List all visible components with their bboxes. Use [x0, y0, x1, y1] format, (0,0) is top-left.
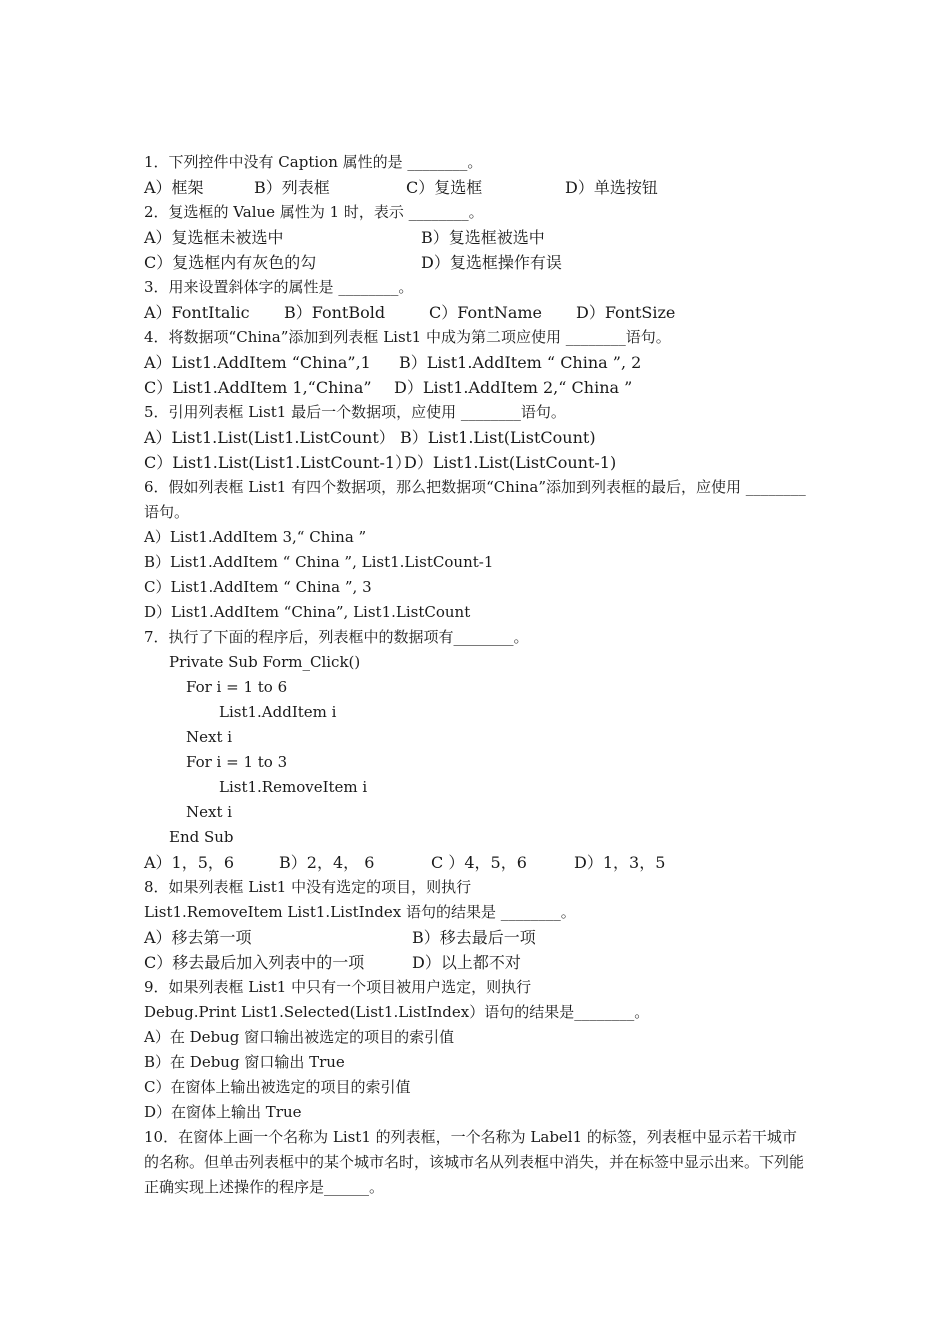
option-a: A）FontItalic — [144, 303, 250, 322]
option-c: C）复选框 — [406, 178, 483, 197]
question-8-options-row-2 — [144, 950, 810, 975]
option-b: B）List1.AddItem “ China ”, List1.ListCount-1 — [144, 553, 494, 571]
option-c: C）List1.List(List1.ListCount-1） — [144, 453, 412, 472]
code-line: List1.AddItem i — [219, 703, 337, 721]
option-d: D）FontSize — [576, 303, 676, 322]
question-4-options-row-2 — [144, 375, 810, 400]
code-line: Private Sub Form_Click() — [169, 653, 361, 671]
option-a: A）框架 — [144, 178, 204, 197]
code-line: For i = 1 to 6 — [186, 678, 288, 696]
question-8-stem: 8．如果列表框 List1 中没有选定的项目，则执行 — [144, 878, 472, 896]
option-d: D）单选按钮 — [565, 178, 658, 197]
option-d: D）List1.AddItem 2,“ China ” — [394, 378, 633, 397]
option-b: B）在 Debug 窗口输出 True — [144, 1053, 345, 1071]
question-7-stem: 7．执行了下面的程序后，列表框中的数据项有________。 — [144, 628, 529, 646]
question-1-stem: 1．下列控件中没有 Caption 属性的是 ________。 — [144, 153, 483, 171]
option-c: C）FontName — [429, 303, 543, 322]
question-3-stem: 3．用来设置斜体字的属性是 ________。 — [144, 278, 414, 296]
question-3-options — [144, 300, 810, 325]
option-b: B）FontBold — [284, 303, 386, 322]
option-c: C）复选框内有灰色的勾 — [144, 253, 317, 272]
option-b: B）列表框 — [254, 178, 330, 197]
option-a: A）在 Debug 窗口输出被选定的项目的索引值 — [144, 1028, 455, 1046]
option-b: B）List1.List(ListCount) — [400, 428, 596, 447]
option-c: C）List1.AddItem 1,“China” — [144, 378, 372, 397]
question-5-options-row-2 — [144, 450, 810, 475]
question-2-options-row-1 — [144, 225, 810, 250]
option-c: C）List1.AddItem “ China ”, 3 — [144, 578, 372, 596]
option-c: C）在窗体上输出被选定的项目的索引值 — [144, 1078, 411, 1096]
question-2-options-row-2 — [144, 250, 810, 275]
option-b: B）List1.AddItem “ China ”, 2 — [399, 353, 642, 372]
question-4-options-row-1 — [144, 350, 810, 375]
option-a: A）移去第一项 — [144, 928, 252, 947]
option-a: A）List1.AddItem “China”,1 — [144, 353, 371, 372]
question-page — [144, 150, 810, 1200]
code-line: Next i — [186, 728, 233, 746]
option-d: D）List1.List(ListCount-1) — [404, 453, 617, 472]
option-a: A）复选框未被选中 — [144, 228, 284, 247]
question-4-stem: 4．将数据项“China”添加到列表框 List1 中成为第二项应使用 ________语句。 — [144, 328, 671, 346]
option-d: D）复选框操作有误 — [421, 253, 562, 272]
question-8-stem-cont: List1.RemoveItem List1.ListIndex 语句的结果是 ________。 — [144, 903, 576, 921]
option-b: B）2，4， 6 — [279, 853, 375, 872]
option-a: A）1，5，6 — [144, 853, 235, 872]
question-10-stem: 10．在窗体上画一个名称为 List1 的列表框，一个名称为 Label1 的标签，列表框中显示若干城市的名称。但单击列表框中的某个城市名时，该城市名从列表框中消失，并在标签中显示出来。下列能正确实现上述操作的程序是______。 — [144, 1128, 805, 1196]
option-d: D）List1.AddItem “China”, List1.ListCount — [144, 603, 471, 621]
question-8-options-row-1 — [144, 925, 810, 950]
option-b: B）移去最后一项 — [412, 928, 536, 947]
option-b: B）复选框被选中 — [421, 228, 545, 247]
code-line: End Sub — [169, 828, 234, 846]
question-2-stem: 2．复选框的 Value 属性为 1 时，表示 ________。 — [144, 203, 484, 221]
question-7-options — [144, 850, 810, 875]
question-1-options — [144, 175, 810, 200]
option-d: D）在窗体上输出 True — [144, 1103, 302, 1121]
option-c: C）移去最后加入列表中的一项 — [144, 953, 365, 972]
question-5-stem: 5．引用列表框 List1 最后一个数据项，应使用 ________语句。 — [144, 403, 566, 421]
code-line: For i = 1 to 3 — [186, 753, 288, 771]
question-6-stem: 6．假如列表框 List1 有四个数据项，那么把数据项“China”添加到列表框的最后，应使用 ________语句。 — [144, 478, 806, 521]
code-line: List1.RemoveItem i — [219, 778, 368, 796]
option-a: A）List1.List(List1.ListCount） — [144, 428, 395, 447]
option-a: A）List1.AddItem 3,“ China ” — [144, 528, 367, 546]
code-line: Next i — [186, 803, 233, 821]
question-5-options-row-1 — [144, 425, 810, 450]
question-9-stem: 9．如果列表框 List1 中只有一个项目被用户选定，则执行 — [144, 978, 532, 996]
question-9-stem-cont: Debug.Print List1.Selected(List1.ListIndex）语句的结果是________。 — [144, 1003, 650, 1021]
option-d: D）1，3，5 — [574, 853, 666, 872]
option-c: C ）4，5，6 — [431, 853, 527, 872]
option-d: D）以上都不对 — [412, 953, 521, 972]
